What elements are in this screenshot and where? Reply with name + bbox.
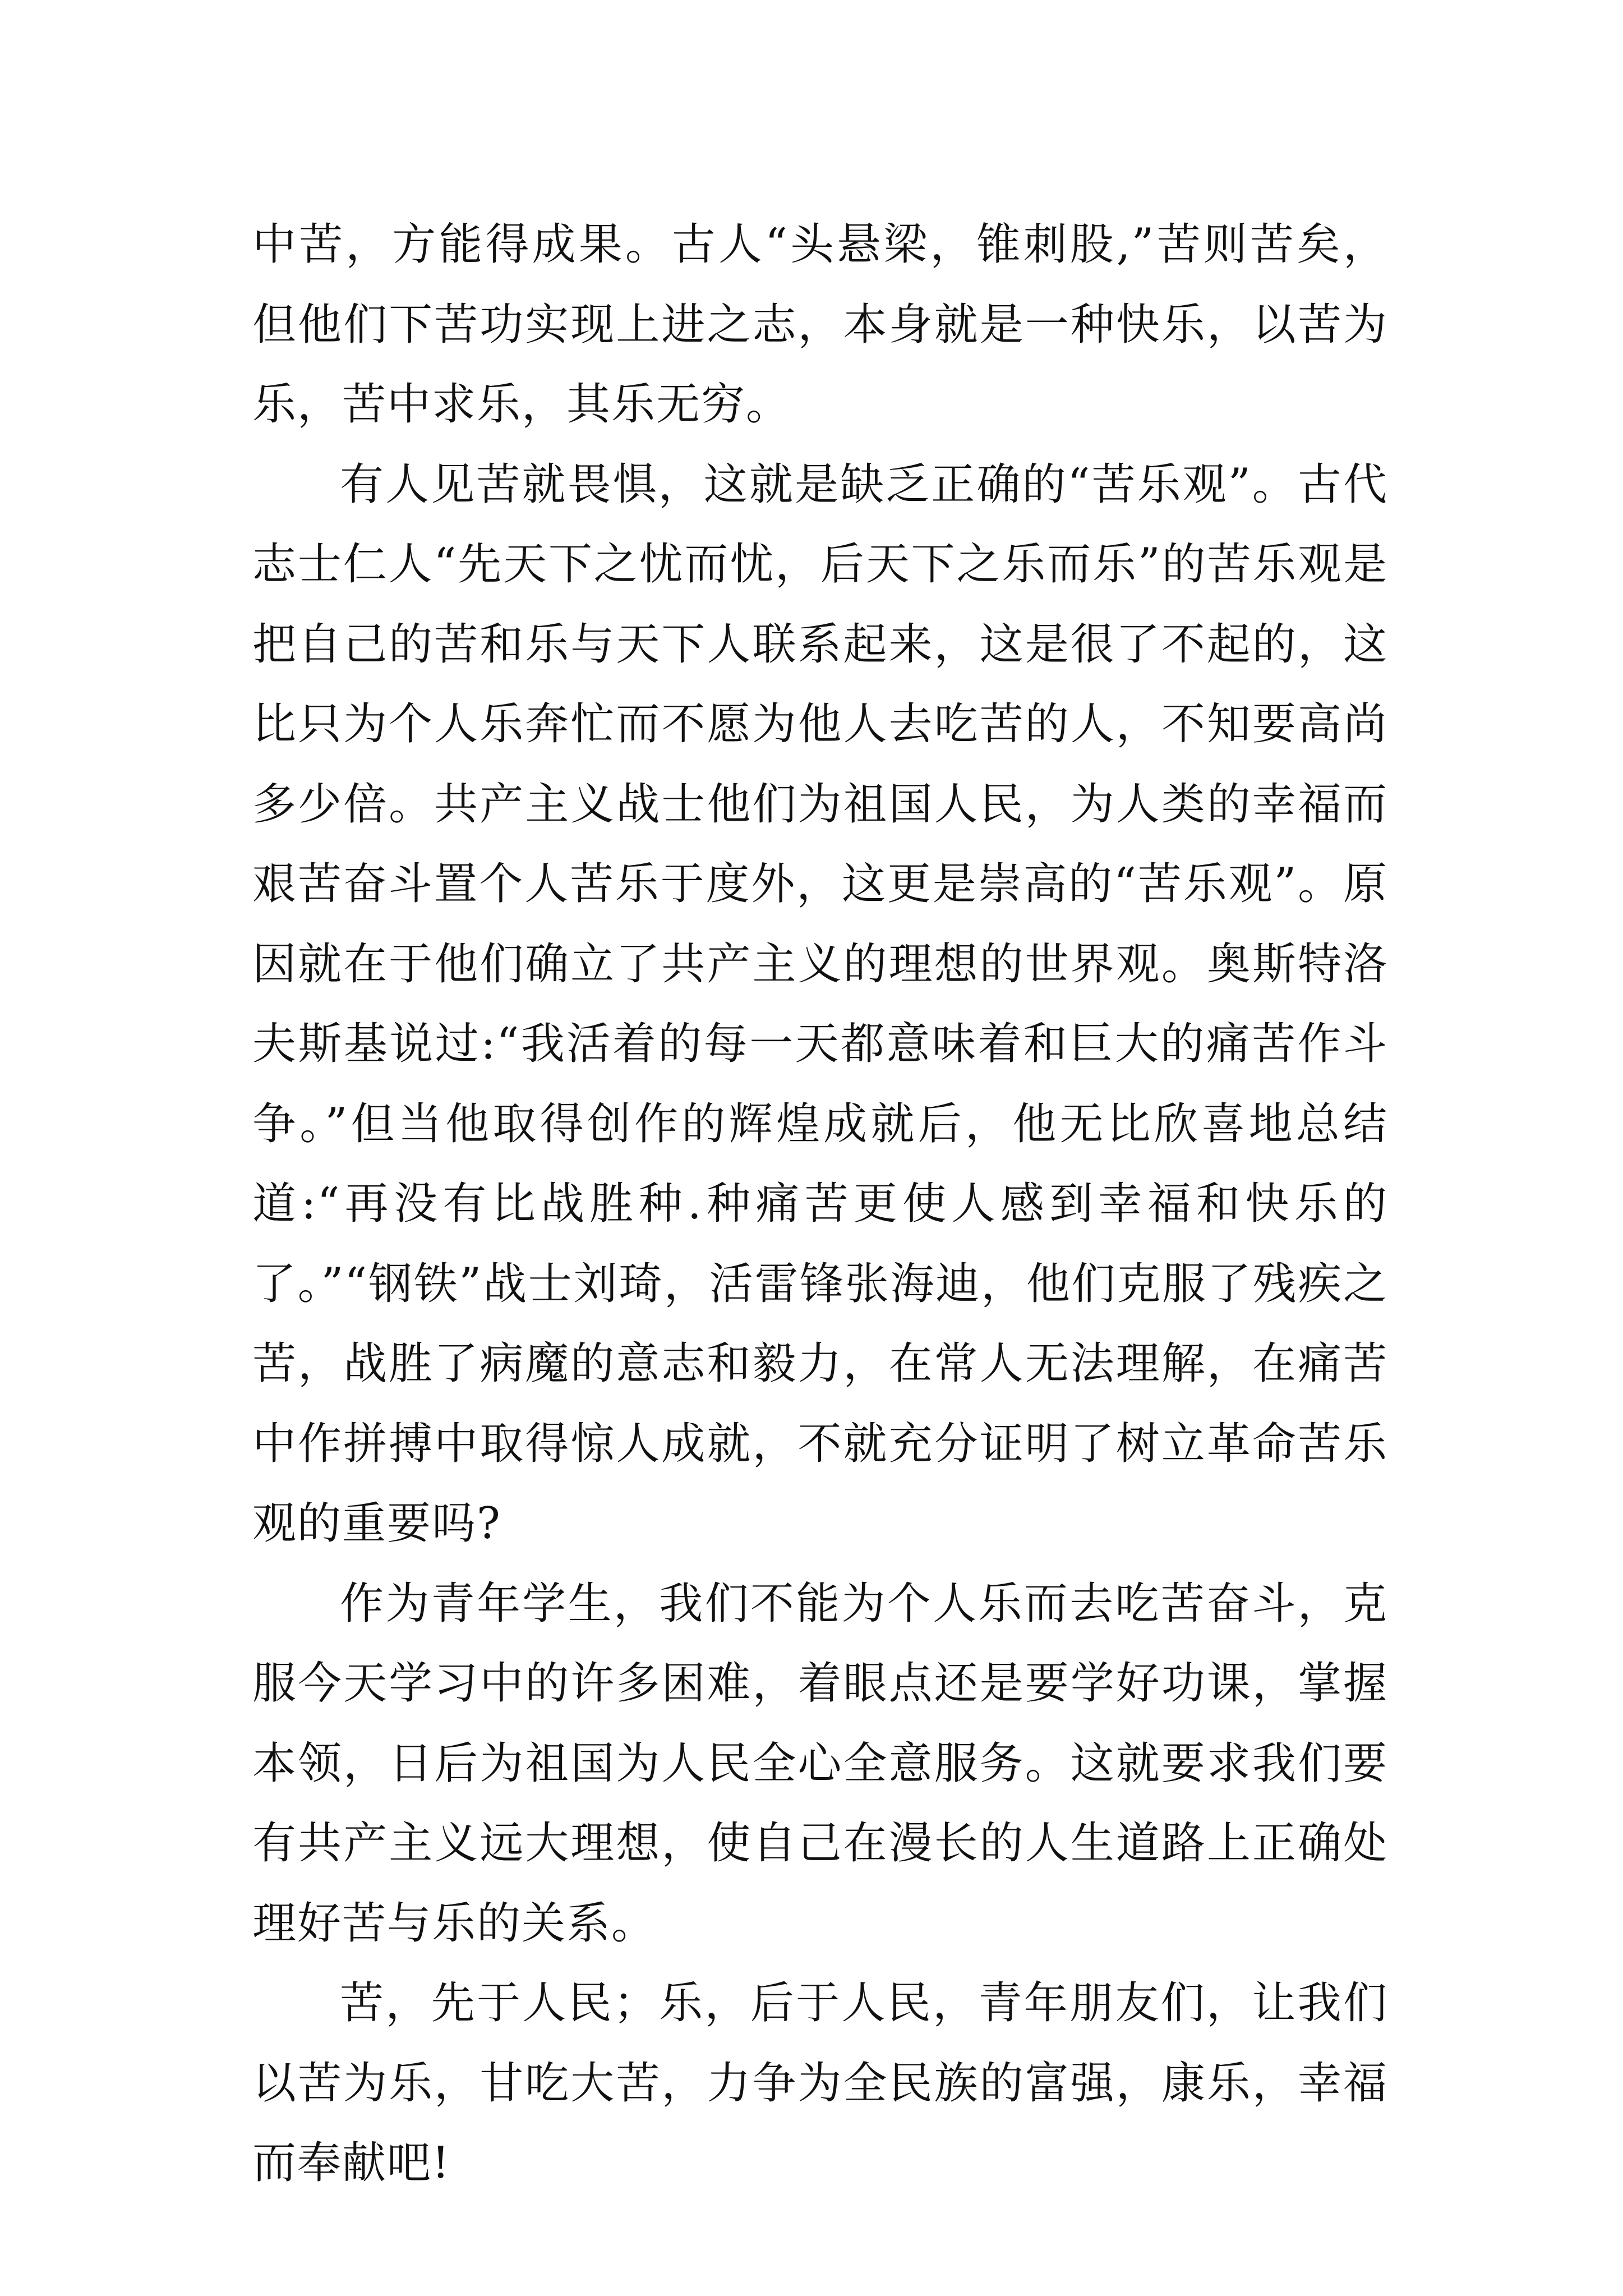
paragraph-4: 苦，先于人民；乐，后于人民，青年朋友们，让我们以苦为乐，甘吃大苦，力争为全民族的富强，康乐，幸福而奉献吧! <box>252 1978 1388 2188</box>
essay-body <box>252 205 1388 2203</box>
paragraph-1: 中苦，方能得成果。古人“头悬梁，锥刺股,”苦则苦矣，但他们下苦功实现上进之志，本身就是一种快乐，以苦为乐，苦中求乐，其乐无穷。 <box>252 219 1388 430</box>
paragraph-2: 有人见苦就畏惧，这就是缺乏正确的“苦乐观”。古代志士仁人“先天下之忧而忧，后天下之乐而乐”的苦乐观是把自己的苦和乐与天下人联系起来，这是很了不起的，这比只为个人乐奔忙而不愿为他人去吃苦的人，不知要高尚多少倍。共产主义战士他们为祖国人民，为人类的幸福而艰苦奋斗置个人苦乐于度外，这更是崇高的“苦乐观”。原因就在于他们确立了共产主义的理想的世界观。奥斯特洛夫斯基说过:“我活着的每一天都意味着和巨大的痛苦作斗争。”但当他取得创作的辉煌成就后，他无比欣喜地总结道:“再没有比战胜种.种痛苦更使人感到幸福和快乐的了。”“钢铁”战士刘琦，活雷锋张海迪，他们克服了残疾之苦，战胜了病魔的意志和毅力，在常人无法理解，在痛苦中作拼搏中取得惊人成就，不就充分证明了树立革命苦乐观的重要吗? <box>252 459 1388 1549</box>
paragraph-3: 作为青年学生，我们不能为个人乐而去吃苦奋斗，克服今天学习中的许多困难，着眼点还是要学好功课，掌握本领，日后为祖国为人民全心全意服务。这就要求我们要有共产主义远大理想，使自己在漫长的人生道路上正确处理好苦与乐的关系。 <box>252 1578 1388 1949</box>
